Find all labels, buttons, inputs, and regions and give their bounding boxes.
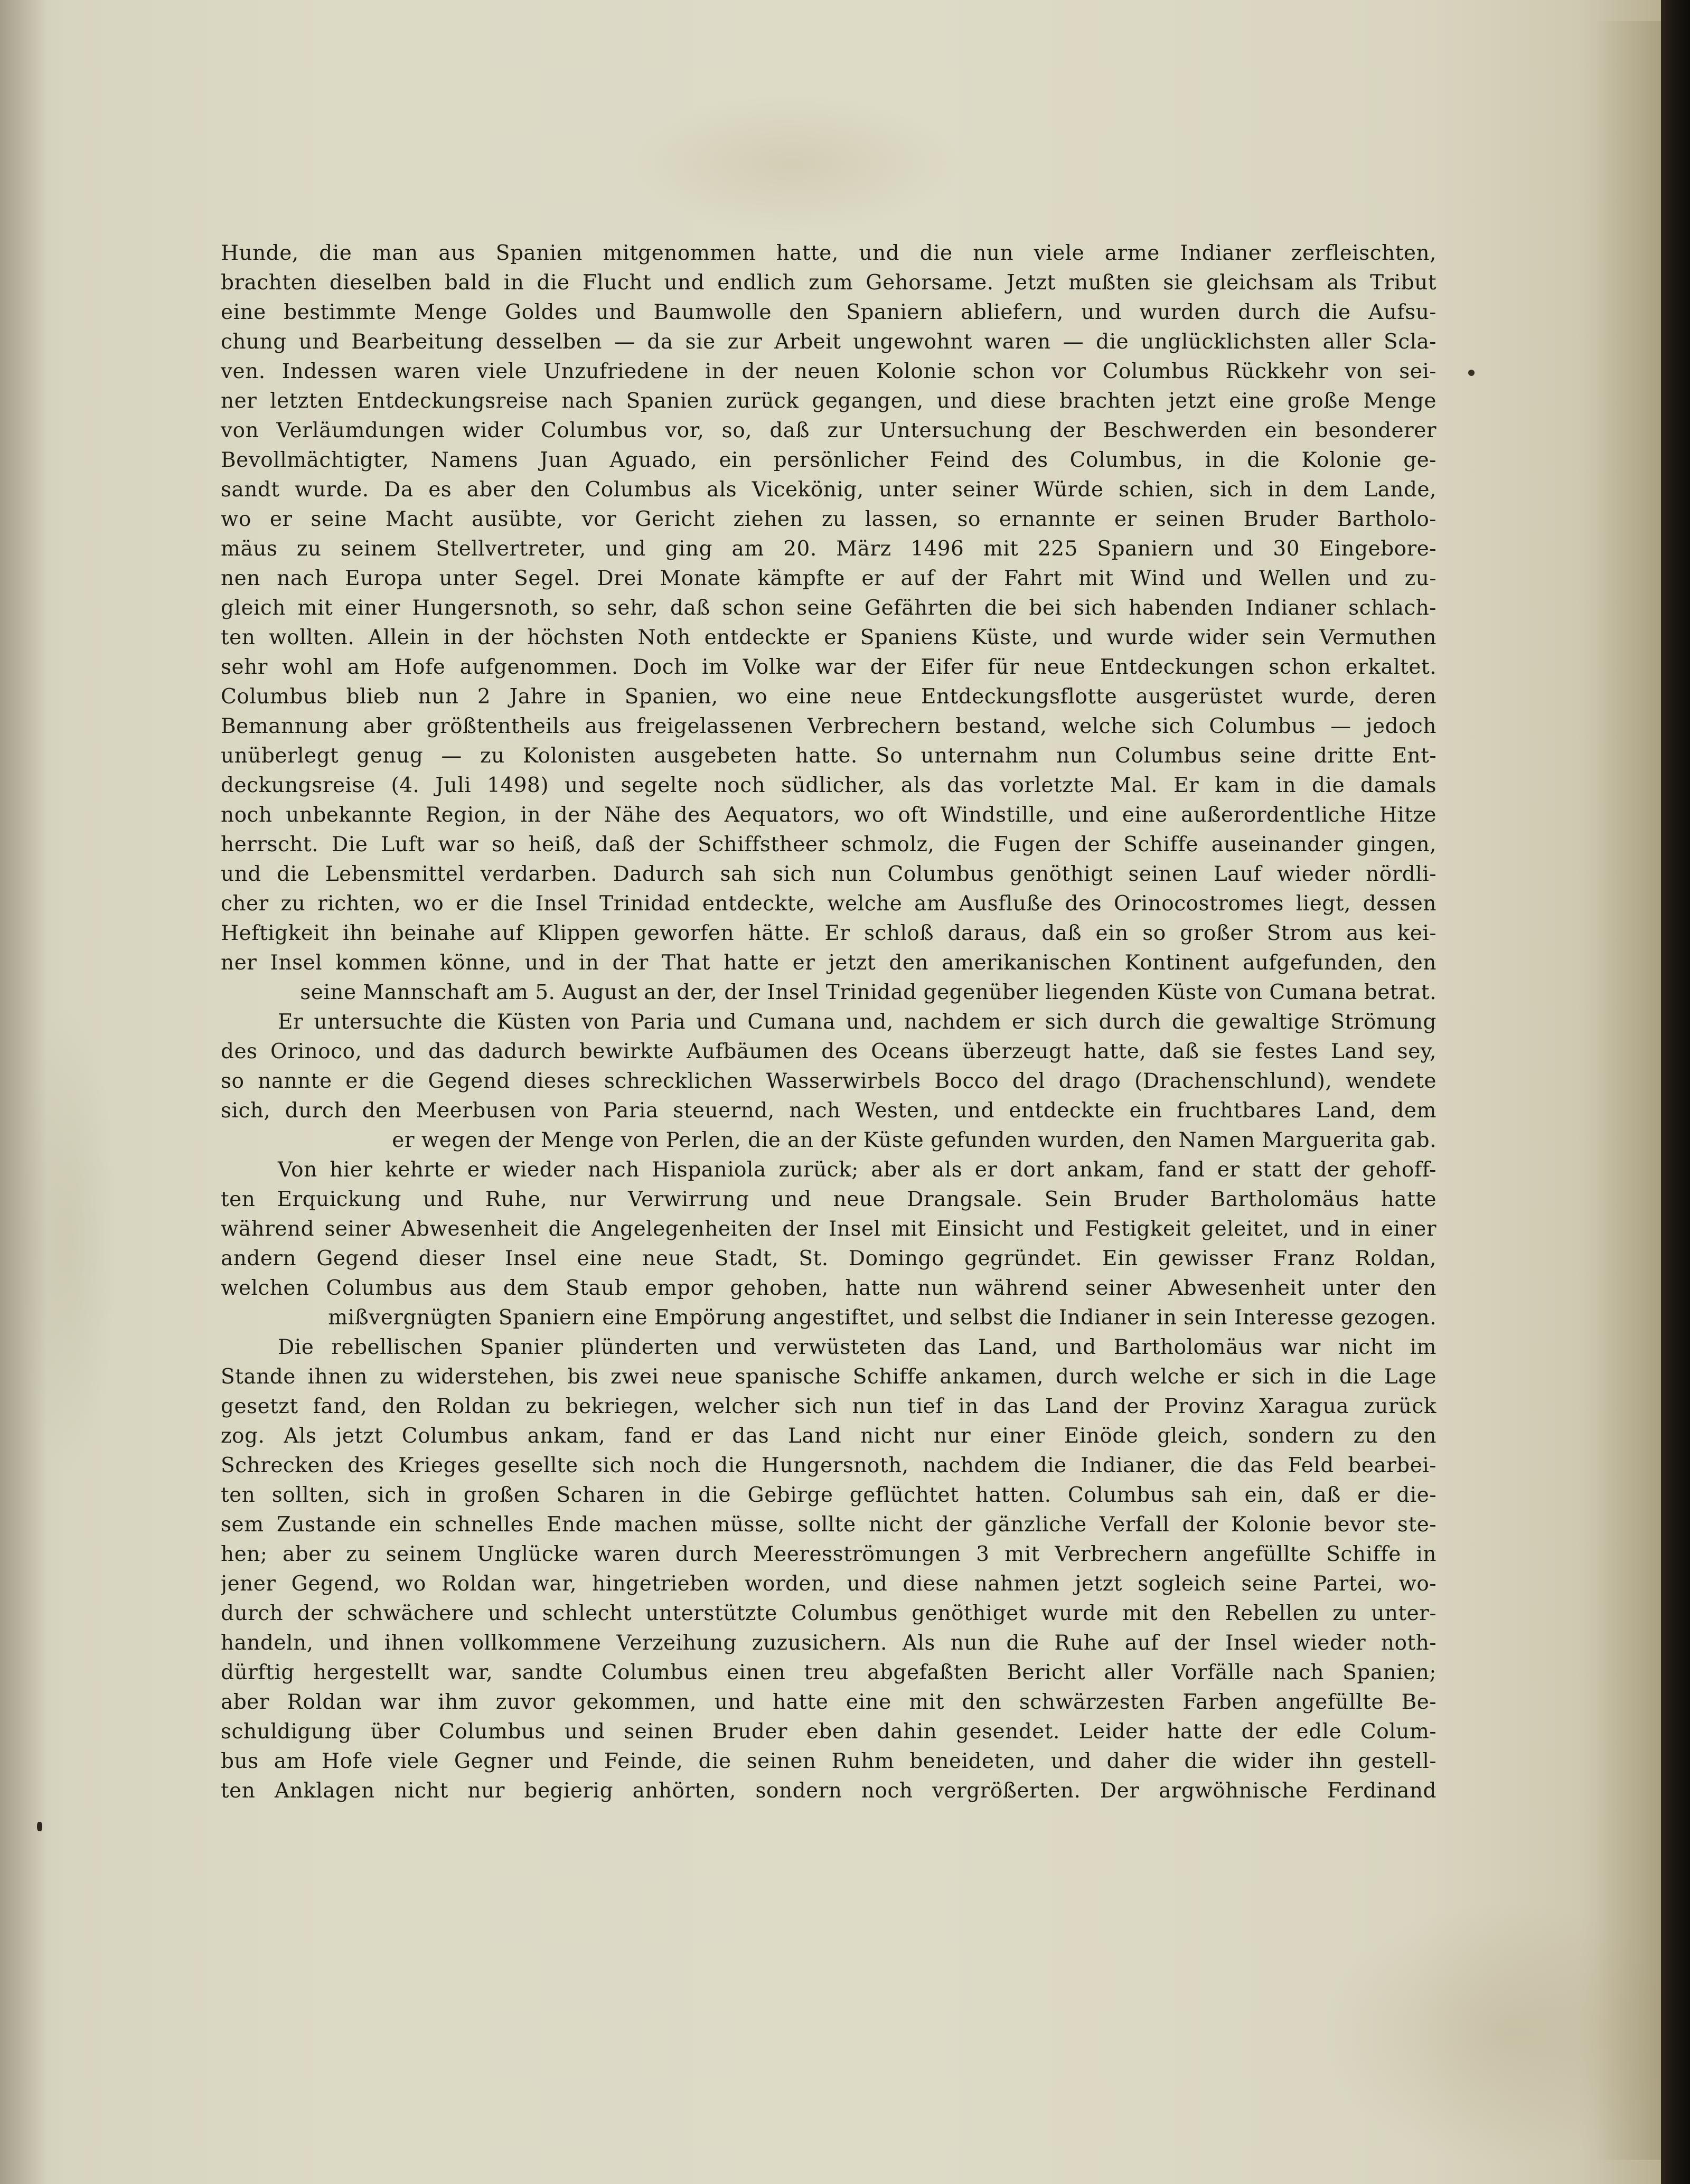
text-line: von Verläumdungen wider Columbus vor, so, daß zur Untersuchung der Beschwerden ein besonderer (221, 419, 1436, 443)
text-line: des Orinoco, und das dadurch bewirkte Aufbäumen des Oceans überzeugt hatte, daß sie festes Land sey, (221, 1040, 1436, 1063)
text-line: und die Lebensmittel verdarben. Dadurch sah sich nun Columbus genöthigt seinen Lauf wieder nördli- (221, 862, 1436, 886)
text-line: mäus zu seinem Stellvertreter, und ging am 20. März 1496 mit 225 Spaniern und 30 Eingebore- (221, 537, 1436, 561)
ink-spot (37, 1822, 42, 1831)
text-line: chung und Bearbeitung desselben — da sie zur Arbeit ungewohnt waren — die unglücklichsten aller Scla- (221, 330, 1436, 354)
text-line: sem Zustande ein schnelles Ende machen müsse, sollte nicht der gänzliche Verfall der Kolonie bevor ste- (221, 1513, 1436, 1537)
gutter-shadow (0, 0, 48, 2184)
text-line: handeln, und ihnen vollkommene Verzeihung zuzusichern. Als nun die Ruhe auf der Insel wieder noth- (221, 1631, 1436, 1655)
text-line: Hunde, die man aus Spanien mitgenommen hatte, und die nun viele arme Indianer zerfleischten, (221, 241, 1436, 265)
text-line: Die rebellischen Spanier plünderten und verwüsteten das Land, und Bartholomäus war nicht im (278, 1335, 1436, 1359)
text-line: welchen Columbus aus dem Staub empor gehoben, hatte nun während seiner Abwesenheit unter den (221, 1276, 1436, 1300)
text-line: jener Gegend, wo Roldan war, hingetrieben worden, und diese nahmen jetzt sogleich seine Partei, wo- (221, 1572, 1436, 1596)
text-line: Heftigkeit ihn beinahe auf Klippen geworfen hätte. Er schloß daraus, daß ein so großer Strom aus kei- (221, 921, 1436, 945)
text-line: unüberlegt genug — zu Kolonisten ausgebeten hatte. So unternahm nun Columbus seine dritte Ent- (221, 744, 1436, 768)
text-line: so nannte er die Gegend dieses schrecklichen Wasserwirbels Bocco del drago (Drachenschlund), wendete (221, 1069, 1436, 1093)
text-line: herrscht. Die Luft war so heiß, daß der Schiffstheer schmolz, die Fugen der Schiffe auseinander gingen, (221, 833, 1436, 856)
text-line: seine Mannschaft am 5. August an der, der Insel Trinidad gegenüber liegenden Küste von Cumana betrat. (300, 981, 1436, 1004)
text-line: deckungsreise (4. Juli 1498) und segelte noch südlicher, als das vorletzte Mal. Er kam in die damals (221, 774, 1436, 797)
text-line: wo er seine Macht ausübte, vor Gericht ziehen zu lassen, so ernannte er seinen Bruder Bartholo- (221, 507, 1436, 531)
text-line: cher zu richten, wo er die Insel Trinidad entdeckte, welche am Ausfluße des Orinocostromes liegt, dessen (221, 892, 1436, 916)
paper-stain (623, 95, 961, 232)
text-line: ten wollten. Allein in der höchsten Noth entdeckte er Spaniens Küste, und wurde wider sein Vermuthen (221, 626, 1436, 649)
text-line: durch der schwächere und schlecht unterstützte Columbus genöthiget wurde mit den Rebellen zu unter- (221, 1602, 1436, 1625)
text-line: schuldigung über Columbus und seinen Bruder eben dahin gesendet. Leider hatte der edle Colum- (221, 1720, 1436, 1744)
text-line: zog. Als jetzt Columbus ankam, fand er das Land nicht nur einer Einöde gleich, sondern zu den (221, 1424, 1436, 1448)
ink-spot (1468, 370, 1475, 376)
text-line: mißvergnügten Spaniern eine Empörung angestiftet, und selbst die Indianer in sein Interesse gezogen. (328, 1306, 1436, 1330)
text-line: Schrecken des Krieges gesellte sich noch die Hungersnoth, nachdem die Indianer, die das Feld bearbei- (221, 1454, 1436, 1477)
text-line: er wegen der Menge von Perlen, die an der Küste gefunden wurden, den Namen Marguerita gab. (392, 1128, 1436, 1152)
text-line: brachten dieselben bald in die Flucht und endlich zum Gehorsame. Jetzt mußten sie gleichsam als Tribut (221, 271, 1436, 295)
text-line: hen; aber zu seinem Unglücke waren durch Meeresströmungen 3 mit Verbrechern angefüllte Schiffe in (221, 1542, 1436, 1566)
text-line: Bemannung aber größtentheils aus freigelassenen Verbrechern bestand, welche sich Columbus — jedoch (221, 714, 1436, 738)
text-line: ner letzten Entdeckungsreise nach Spanien zurück gegangen, und diese brachten jetzt eine große Menge (221, 389, 1436, 413)
text-line: Columbus blieb nun 2 Jahre in Spanien, wo eine neue Entdeckungsflotte ausgerüstet wurde, deren (221, 685, 1436, 709)
text-line: bus am Hofe viele Gegner und Feinde, die seinen Ruhm beneideten, und daher die wider ihn gestell- (221, 1749, 1436, 1773)
text-line: aber Roldan war ihm zuvor gekommen, und hatte eine mit den schwärzesten Farben angefüllte Be- (221, 1690, 1436, 1714)
text-line: gleich mit einer Hungersnoth, so sehr, daß schon seine Gefährten die bei sich habenden Indianer schlach- (221, 596, 1436, 620)
text-line: gesetzt fand, den Roldan zu bekriegen, welcher sich nun tief in das Land der Provinz Xaragua zurück (221, 1395, 1436, 1418)
text-line: dürftig hergestellt war, sandte Columbus einen treu abgefaßten Bericht aller Vorfälle nach Spanien; (221, 1661, 1436, 1684)
text-line: ner Insel kommen könne, und in der That hatte er jetzt den amerikanischen Kontinent aufgefunden, den (221, 951, 1436, 975)
text-line: sandt wurde. Da es aber den Columbus als Vicekönig, unter seiner Würde schien, sich in dem Lande, (221, 478, 1436, 502)
paper-stain (1320, 1901, 1661, 2165)
body-text (221, 239, 1436, 1806)
text-line: Bevollmächtigter, Namens Juan Aguado, ein persönlicher Feind des Columbus, in die Kolonie ge- (221, 448, 1436, 472)
text-line: ten Anklagen nicht nur begierig anhörten, sondern noch vergrößerten. Der argwöhnische Ferdinand (221, 1779, 1436, 1803)
text-line: eine bestimmte Menge Goldes und Baumwolle den Spaniern abliefern, und wurden durch die Aufsu- (221, 300, 1436, 324)
text-line: noch unbekannte Region, in der Nähe des Aequators, wo oft Windstille, und eine außerordentliche Hitze (221, 803, 1436, 827)
text-line: ten sollten, sich in großen Scharen in die Gebirge geflüchtet hatten. Columbus sah ein, daß er die- (221, 1483, 1436, 1507)
text-line: ten Erquickung und Ruhe, nur Verwirrung und neue Drangsale. Sein Bruder Bartholomäus hatte (221, 1188, 1436, 1211)
text-line: Von hier kehrte er wieder nach Hispaniola zurück; aber als er dort ankam, fand er statt der gehoff- (278, 1158, 1436, 1182)
text-line: andern Gegend dieser Insel eine neue Stadt, St. Domingo gegründet. Ein gewisser Franz Roldan, (221, 1247, 1436, 1270)
text-line: nen nach Europa unter Segel. Drei Monate kämpfte er auf der Fahrt mit Wind und Wellen und zu- (221, 567, 1436, 590)
text-line: sehr wohl am Hofe aufgenommen. Doch im Volke war der Eifer für neue Entdeckungen schon erkaltet. (221, 655, 1436, 679)
text-line: während seiner Abwesenheit die Angelegenheiten der Insel mit Einsicht und Festigkeit geleitet, und in einer (221, 1217, 1436, 1241)
text-line: Er untersuchte die Küsten von Paria und Cumana und, nachdem er sich durch die gewaltige Strömung (278, 1010, 1436, 1034)
text-line: sich, durch den Meerbusen von Paria steuernd, nach Westen, und entdeckte ein fruchtbares Land, dem (221, 1099, 1436, 1123)
page-edge-discoloration (1595, 21, 1661, 2160)
text-line: Stande ihnen zu widerstehen, bis zwei neue spanische Schiffe ankamen, durch welche er sich in die Lage (221, 1365, 1436, 1389)
text-line: ven. Indessen waren viele Unzufriedene in der neuen Kolonie schon vor Columbus Rückkehr von sei- (221, 360, 1436, 383)
